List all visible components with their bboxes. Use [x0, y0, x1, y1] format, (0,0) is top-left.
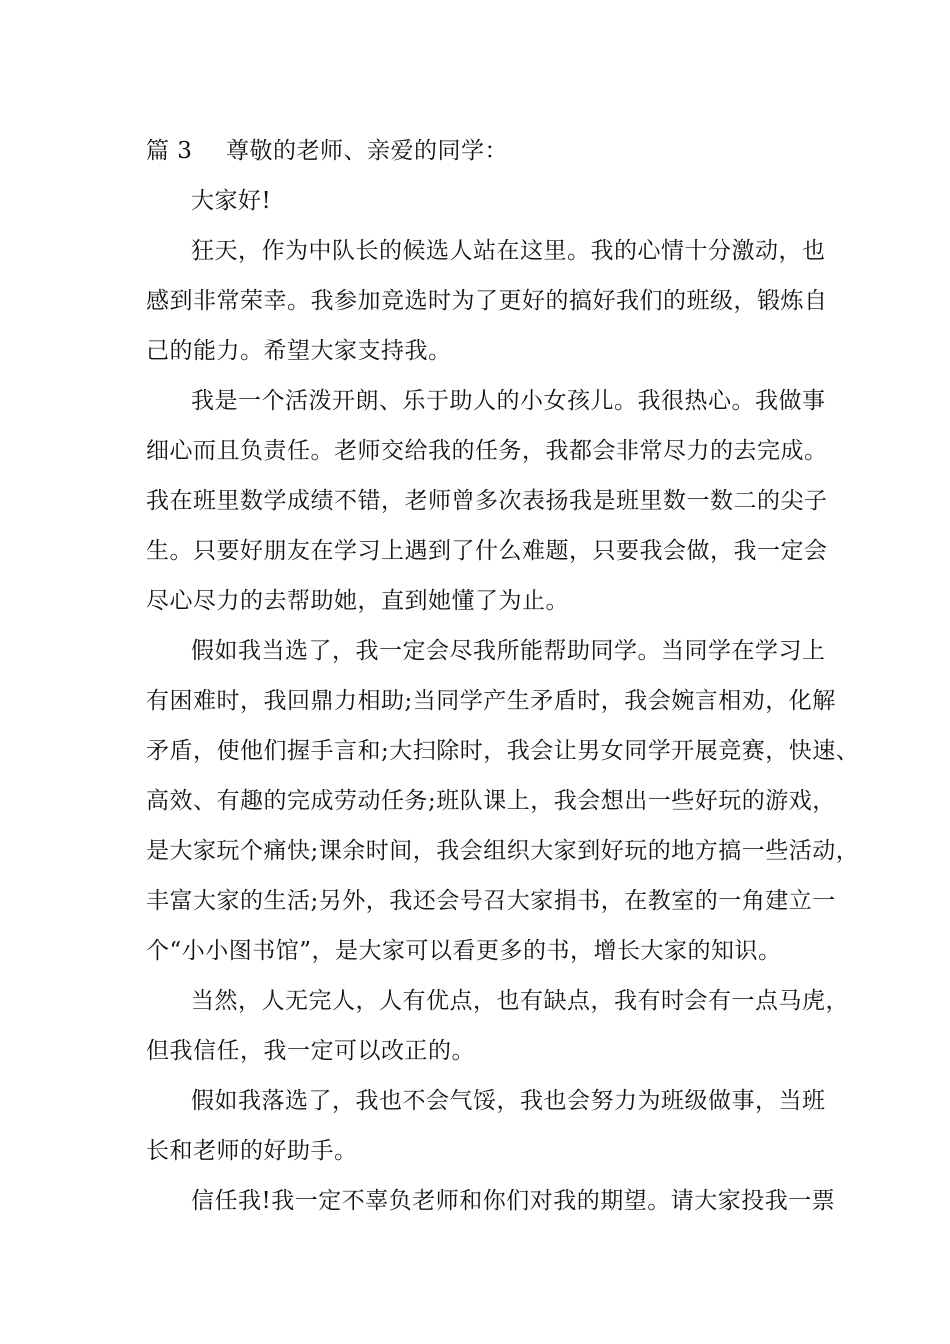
paragraph-line: 个“小小图书馆”，是大家可以看更多的书，增长大家的知识。 — [146, 938, 782, 964]
paragraph-line: 高效、有趣的完成劳动任务;班队课上，我会想出一些好玩的游戏， — [146, 788, 836, 814]
paragraph-line: 细心而且负责任。老师交给我的任务，我都会非常尽力的去完成。 — [146, 438, 828, 464]
greeting: 大家好! — [191, 188, 272, 214]
paragraph-line: 信任我!我一定不辜负老师和你们对我的期望。请大家投我一票 — [191, 1188, 836, 1214]
paragraph-line: 当然，人无完人，人有优点，也有缺点，我有时会有一点马虎， — [191, 988, 849, 1014]
paragraph-line: 狂天，作为中队长的候选人站在这里。我的心情十分激动，也 — [191, 238, 826, 264]
paragraph-line: 我在班里数学成绩不错，老师曾多次表扬我是班里数一数二的尖子 — [146, 488, 828, 514]
paragraph-line: 尽心尽力的去帮助她，直到她懂了为止。 — [146, 588, 569, 614]
paragraph-line: 是大家玩个痛快;课余时间，我会组织大家到好玩的地方搞一些活动， — [146, 838, 860, 864]
paragraph-line: 长和老师的好助手。 — [146, 1138, 358, 1164]
paragraph-line: 我是一个活泼开朗、乐于助人的小女孩儿。我很热心。我做事 — [191, 388, 826, 414]
paragraph-line: 有困难时，我回鼎力相助;当同学产生矛盾时，我会婉言相劝，化解 — [146, 688, 836, 714]
paragraph-line: 己的能力。希望大家支持我。 — [146, 338, 452, 364]
paragraph-line: 矛盾，使他们握手言和;大扫除时，我会让男女同学开展竞赛，快速、 — [146, 738, 860, 764]
paragraph-line: 感到非常荣幸。我参加竞选时为了更好的搞好我们的班级，锻炼自 — [146, 288, 828, 314]
paragraph-line: 假如我落选了，我也不会气馁，我也会努力为班级做事，当班 — [191, 1088, 826, 1114]
paragraph-line: 但我信任，我一定可以改正的。 — [146, 1038, 475, 1064]
salutation: 尊敬的老师、亲爱的同学： — [226, 138, 508, 164]
paragraph-line: 生。只要好朋友在学习上遇到了什么难题，只要我会做，我一定会 — [146, 538, 828, 564]
paragraph-line: 假如我当选了，我一定会尽我所能帮助同学。当同学在学习上 — [191, 638, 826, 664]
section-label: 篇 3 — [146, 138, 193, 164]
paragraph-line: 丰富大家的生活;另外，我还会号召大家捐书，在教室的一角建立一 — [146, 888, 836, 914]
